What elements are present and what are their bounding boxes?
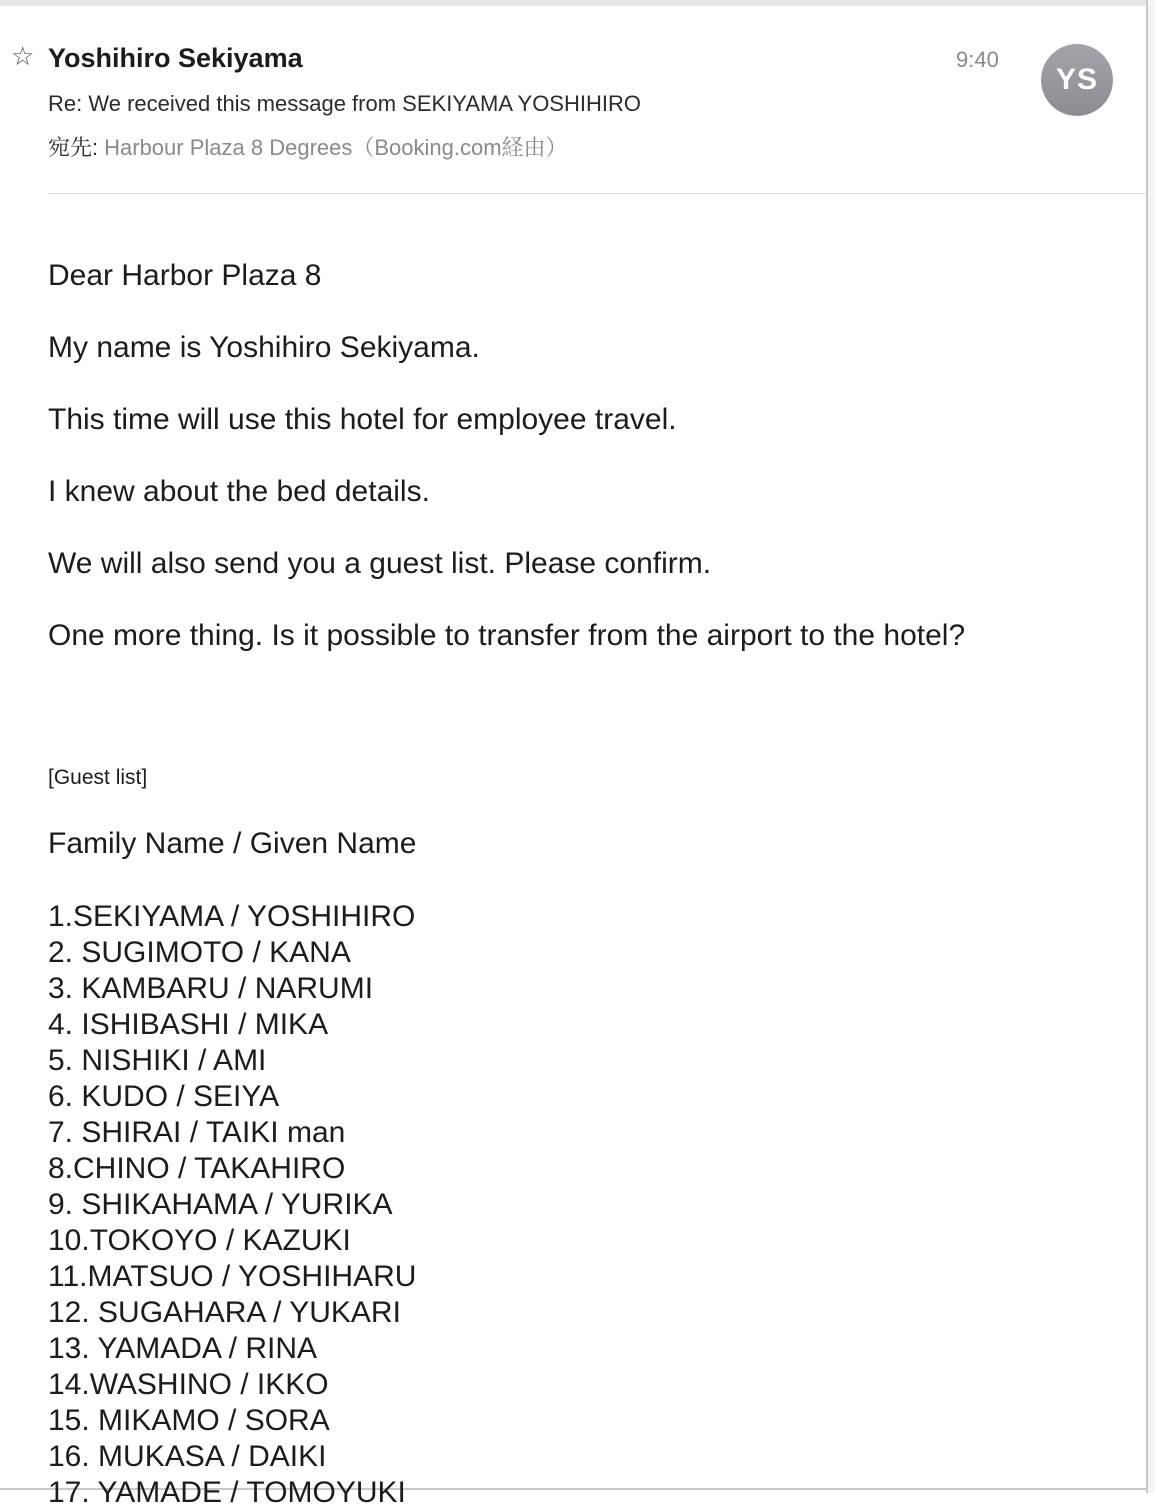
body-paragraph: We will also send you a guest list. Please confirm.	[48, 547, 712, 580]
guest-list-item: 10.TOKOYO / KAZUKI	[48, 1224, 351, 1257]
guest-list	[48, 899, 416, 1511]
guest-list-item: 12. SUGAHARA / YUKARI	[48, 1296, 401, 1329]
recipient-address[interactable]: Harbour Plaza 8 Degrees（Booking.com経由）	[104, 135, 568, 160]
greeting: Dear Harbor Plaza 8	[48, 259, 322, 292]
header-divider	[48, 193, 1146, 194]
guest-list-heading: [Guest list]	[48, 766, 148, 789]
guest-list-item: 9. SHIKAHAMA / YURIKA	[48, 1188, 393, 1221]
guest-list-item: 14.WASHINO / IKKO	[48, 1368, 329, 1401]
body-paragraph: I knew about the bed details.	[48, 475, 430, 508]
guest-list-item: 2. SUGIMOTO / KANA	[48, 936, 351, 969]
guest-list-item: 4. ISHIBASHI / MIKA	[48, 1008, 329, 1041]
email-subject: Re: We received this message from SEKIYAMA YOSHIHIRO	[48, 91, 641, 116]
guest-list-item: 17. YAMADE / TOMOYUKI	[48, 1476, 406, 1509]
recipient-label: 宛先:	[48, 135, 99, 160]
guest-list-item: 16. MUKASA / DAIKI	[48, 1440, 327, 1473]
body-paragraph: One more thing. Is it possible to transfer from the airport to the hotel?	[48, 619, 966, 652]
guest-list-item: 5. NISHIKI / AMI	[48, 1044, 267, 1077]
body-paragraph: My name is Yoshihiro Sekiyama.	[48, 331, 480, 364]
guest-list-item: 15. MIKAMO / SORA	[48, 1404, 330, 1437]
guest-list-columns: Family Name / Given Name	[48, 827, 417, 860]
guest-list-item: 11.MATSUO / YOSHIHARU	[48, 1260, 417, 1293]
recipient-row	[48, 134, 568, 162]
guest-list-item: 7. SHIRAI / TAIKI man	[48, 1116, 346, 1149]
guest-list-item: 1.SEKIYAMA / YOSHIHIRO	[48, 900, 416, 933]
guest-list-item: 13. YAMADA / RINA	[48, 1332, 317, 1365]
guest-list-item: 6. KUDO / SEIYA	[48, 1080, 280, 1113]
sender-name[interactable]: Yoshihiro Sekiyama	[48, 43, 303, 73]
star-icon[interactable]: ☆	[11, 42, 35, 72]
received-time: 9:40	[956, 47, 999, 72]
guest-list-item: 8.CHINO / TAKAHIRO	[48, 1152, 346, 1185]
body-paragraph: This time will use this hotel for employee travel.	[48, 403, 677, 436]
guest-list-item: 3. KAMBARU / NARUMI	[48, 972, 374, 1005]
top-border	[0, 0, 1155, 6]
avatar[interactable]: YS	[1041, 44, 1113, 116]
scroll-gutter[interactable]	[1148, 0, 1155, 1493]
